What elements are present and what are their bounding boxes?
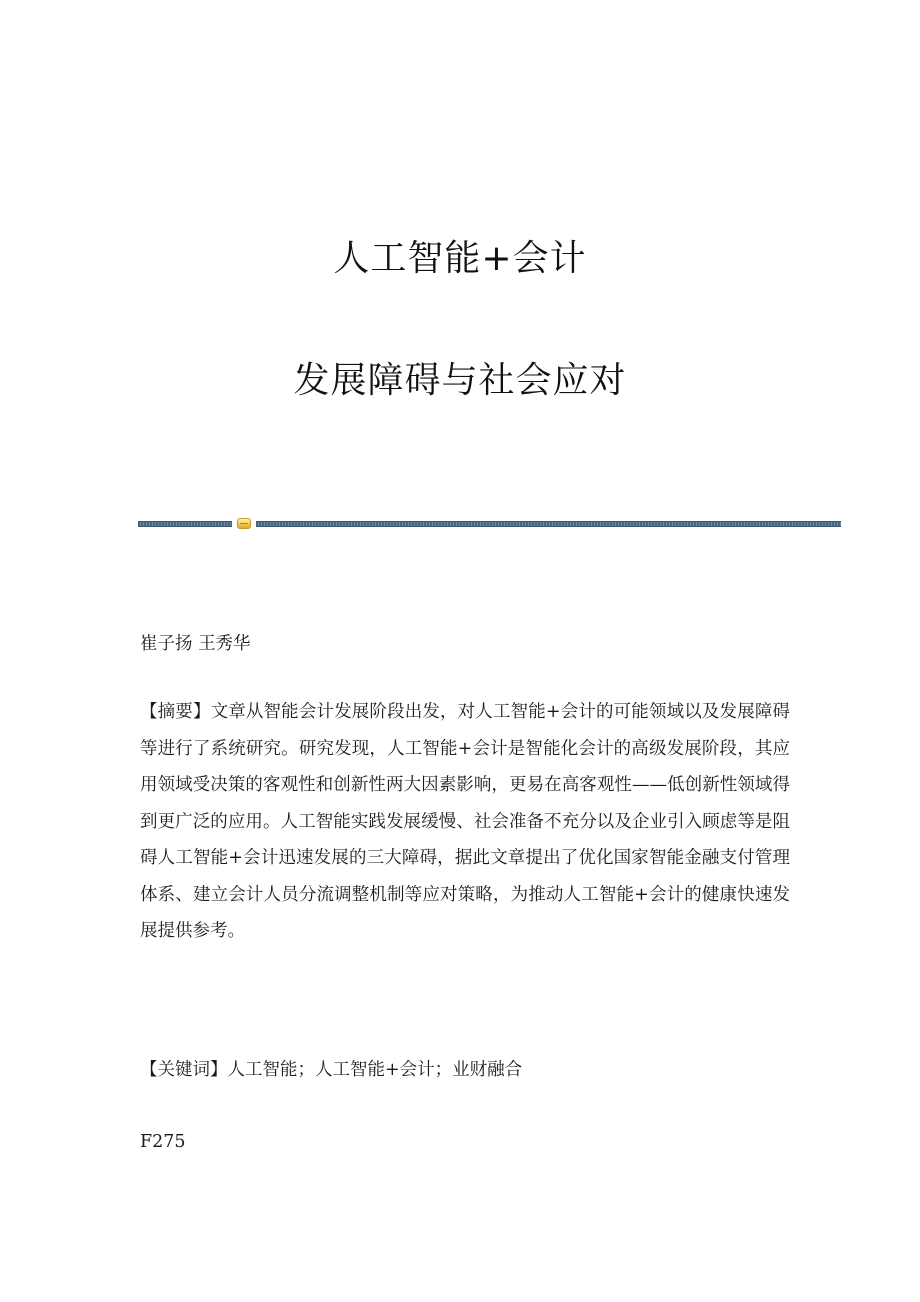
title-divider [138,518,841,530]
divider-bar-left [138,521,232,527]
document-title-line-1: 人工智能+会计 [333,238,587,279]
divider-ornament-icon [237,518,251,529]
authors: 崔子扬 王秀华 [140,634,251,654]
document-title-line-2: 发展障碍与社会应对 [293,360,627,401]
divider-bar-right [256,521,841,527]
keywords: 【关键词】人工智能；人工智能+会计；业财融合 [140,1060,523,1080]
abstract: 【摘要】文章从智能会计发展阶段出发，对人工智能+会计的可能领域以及发展障碍等进行了系统研究。研究发现，人工智能+会计是智能化会计的高级发展阶段，其应用领域受决策的客观性和创新性两大因素影响，更易在高客观性——低创新性领域得到更广泛的应用。人工智能实践发展缓慢、社会准备不充分以及企业引入顾虑等是阻碍人工智能+会计迅速发展的三大障碍，据此文章提出了优化国家智能金融支付管理体系、建立会计人员分流调整机制等应对策略，为推动人工智能+会计的健康快速发展提供参考。 [140,702,790,941]
classification-code: F275 [140,1132,186,1152]
